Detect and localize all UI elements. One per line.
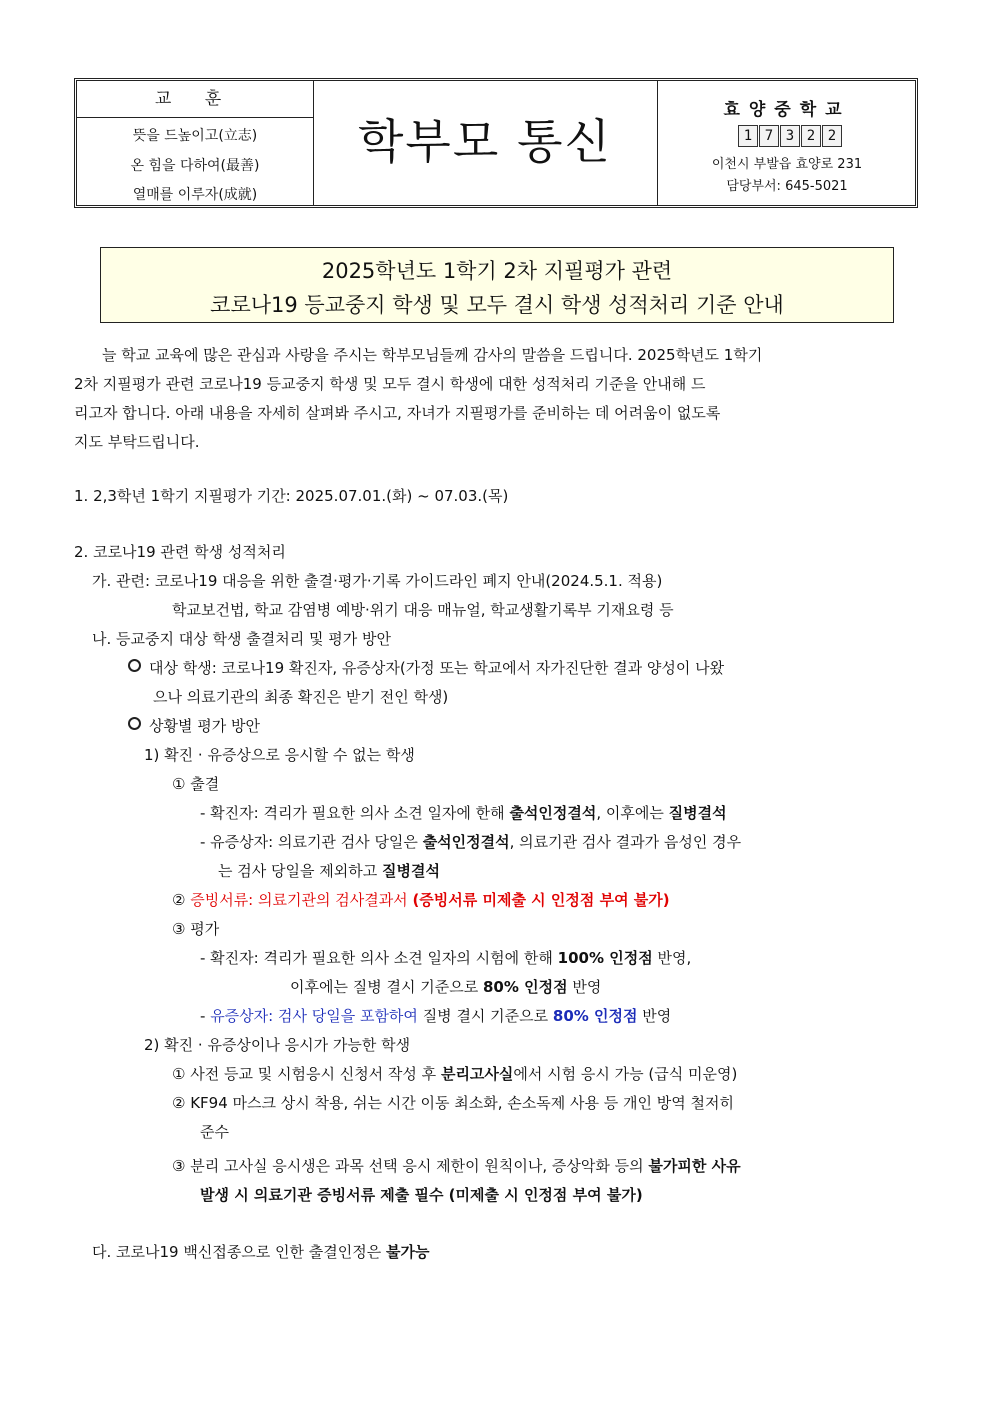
school-name: 효양중학교 bbox=[723, 100, 851, 120]
circle-bullet-icon bbox=[128, 717, 141, 730]
case2-item: ① 사전 등교 및 시험응시 신청서 작성 후 분리고사실에서 시험 응시 가능 (급식 미운영) bbox=[172, 1065, 738, 1083]
motto-title: 교 훈 bbox=[77, 81, 313, 118]
symptomatic-attendance-line: - 유증상자: 의료기관 검사 당일은 출석인정결석, 의료기관 검사 결과가 음성인 경우 bbox=[200, 833, 742, 851]
case2-item: ② KF94 마스크 상시 착용, 쉬는 시간 이동 최소화, 손소독제 사용 등 개인 방역 철저히 bbox=[172, 1094, 734, 1112]
school-address: 이천시 부발읍 효양로 231 bbox=[711, 157, 863, 172]
section2-heading: 2. 코로나19 관련 학생 성적처리 bbox=[74, 543, 286, 561]
evidence-documents-line: ② 증빙서류: 의료기관의 검사결과서 (증빙서류 미제출 시 인정점 부여 불가) bbox=[172, 891, 670, 909]
motto-line: 열매를 이루자(成就) bbox=[132, 187, 258, 203]
case2-item: ③ 분리 고사실 응시생은 과목 선택 응시 제한이 원칙이나, 증상악화 등의 불가피한 사유 bbox=[172, 1157, 741, 1175]
intro-line: 리고자 합니다. 아래 내용을 자세히 살펴봐 주시고, 자녀가 지필평가를 준비하는 데 어려움이 없도록 bbox=[74, 404, 721, 422]
zip-digit: 7 bbox=[759, 125, 779, 147]
symptomatic-evaluation-line: - 유증상자: 검사 당일을 포함하여 질병 결시 기준으로 80% 인정점 반영 bbox=[200, 1007, 672, 1025]
attendance-heading: ① 출결 bbox=[172, 775, 220, 793]
notice-title-line2: 코로나19 등교중지 학생 및 모두 결시 학생 성적처리 기준 안내 bbox=[210, 293, 784, 317]
notice-title-line1: 2025학년도 1학기 2차 지필평가 관련 bbox=[321, 259, 673, 283]
intro-line: 지도 부탁드립니다. bbox=[74, 433, 200, 451]
confirmed-evaluation-line: - 확진자: 격리가 필요한 의사 소견 일자의 시험에 한해 100% 인정점 반영, bbox=[200, 949, 692, 967]
subsection-na: 나. 등교중지 대상 학생 출결처리 및 평가 방안 bbox=[92, 630, 391, 648]
case2-item: 발생 시 의료기관 증빙서류 제출 필수 (미제출 시 인정점 부여 불가) bbox=[200, 1186, 643, 1204]
motto-line: 뜻을 드높이고(立志) bbox=[132, 128, 258, 144]
section1-exam-period: 1. 2,3학년 1학기 지필평가 기간: 2025.07.01.(화) ~ 07.03.(목) bbox=[74, 487, 509, 505]
motto-line: 온 힘을 다하여(最善) bbox=[130, 158, 260, 174]
evaluation-heading: ③ 평가 bbox=[172, 920, 220, 938]
zip-digit: 2 bbox=[822, 125, 842, 147]
case2-heading: 2) 확진 · 유증상이나 응시가 가능한 학생 bbox=[144, 1036, 411, 1054]
confirmed-attendance-line: - 확진자: 격리가 필요한 의사 소견 일자에 한해 출석인정결석, 이후에는 질병결석 bbox=[200, 804, 727, 822]
evaluation-plan-heading: 상황별 평가 방안 bbox=[128, 715, 260, 736]
confirmed-evaluation-line: 이후에는 질병 결시 기준으로 80% 인정점 반영 bbox=[290, 978, 602, 996]
zip-code bbox=[738, 125, 842, 147]
newsletter-title: 학부모 통신 bbox=[358, 115, 612, 170]
zip-digit: 1 bbox=[738, 125, 758, 147]
header-table bbox=[74, 78, 918, 208]
zip-digit: 3 bbox=[780, 125, 800, 147]
target-students-line: 대상 학생: 코로나19 확진자, 유증상자(가정 또는 학교에서 자가진단한 결과 양성이 나왔 bbox=[128, 657, 724, 678]
related-line: 가. 관련: 코로나19 대응을 위한 출결·평가·기록 가이드라인 폐지 안내(2024.5.1. 적용) bbox=[92, 572, 663, 590]
vaccine-attendance-line: 다. 코로나19 백신접종으로 인한 출결인정은 불가능 bbox=[92, 1243, 430, 1261]
zip-digit: 2 bbox=[801, 125, 821, 147]
school-contact: 담당부서: 645-5021 bbox=[726, 179, 848, 194]
related-line: 학교보건법, 학교 감염병 예방·위기 대응 매뉴얼, 학교생활기록부 기재요령 등 bbox=[172, 601, 674, 619]
motto-cell bbox=[77, 81, 314, 205]
case1-heading: 1) 확진 · 유증상으로 응시할 수 없는 학생 bbox=[144, 746, 415, 764]
school-info-cell bbox=[657, 81, 916, 205]
notice-title-box bbox=[100, 247, 894, 323]
intro-line: 2차 지필평가 관련 코로나19 등교중지 학생 및 모두 결시 학생에 대한 성적처리 기준을 안내해 드 bbox=[74, 375, 706, 393]
target-students-line: 으나 의료기관의 최종 확진은 받기 전인 학생) bbox=[153, 688, 449, 706]
intro-line: 늘 학교 교육에 많은 관심과 사랑을 주시는 학부모님들께 감사의 말씀을 드립니다. 2025학년도 1학기 bbox=[102, 346, 763, 364]
case2-item: 준수 bbox=[200, 1123, 229, 1141]
circle-bullet-icon bbox=[128, 659, 141, 672]
symptomatic-attendance-line: 는 검사 당일을 제외하고 질병결석 bbox=[218, 862, 440, 880]
